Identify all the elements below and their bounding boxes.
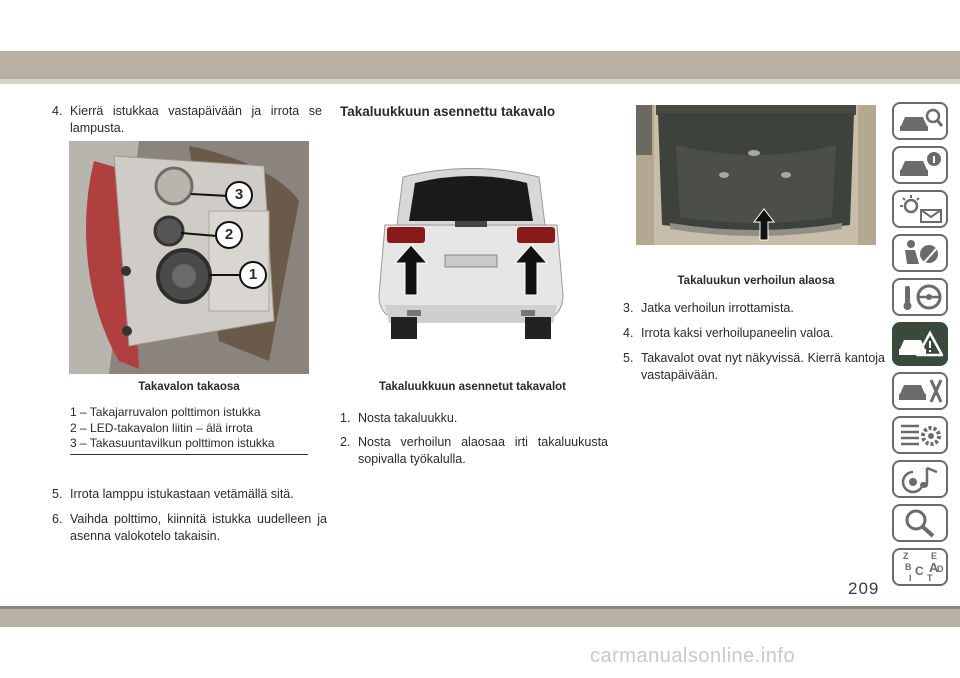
steering-key-icon (897, 282, 943, 312)
photo-legend (70, 405, 308, 452)
caption-trim-lower: Takaluukun verhoilun alaosa (677, 275, 835, 287)
section-heading: Takaluukkuun asennettu takavalo (340, 104, 556, 119)
bottom-band (0, 609, 960, 627)
tab-steering-key[interactable] (892, 278, 948, 316)
caption-taillight-back: Takavalon takaosa (138, 381, 240, 393)
tab-search[interactable] (892, 504, 948, 542)
tab-car-warning[interactable] (892, 322, 948, 366)
suv-rear-illustration (375, 155, 567, 345)
step-4-col1: 4. Kierrä istukkaa vastapäivään ja irrota se lampusta. (52, 104, 322, 135)
car-info-icon (897, 150, 943, 180)
step-2-col2: 2. Nosta verhoilun alaosaa irti takaluukusta sopivalla työkalulla. (340, 435, 608, 466)
callout-1: 1 (239, 261, 267, 289)
photo-tailgate-lights (375, 155, 567, 345)
car-warning-icon (897, 329, 943, 359)
legend-item-1: 1 – Takajarruvalon polttimon istukka (70, 405, 261, 419)
specifications-gear-icon (897, 420, 943, 450)
top-band (0, 51, 960, 79)
tab-multimedia[interactable] (892, 460, 948, 498)
step-5-col3: 5. Takavalot ovat nyt näkyvissä. Kierrä kantoja vastapäivään. (623, 351, 885, 382)
top-band-light (0, 79, 960, 84)
car-tools-icon (897, 376, 943, 406)
tab-alphabet-index[interactable] (892, 548, 948, 586)
multimedia-note-icon (897, 464, 943, 494)
photo-trim-lower (636, 105, 876, 245)
photo-taillight-back (69, 141, 309, 374)
tailgate-trim-illustration (636, 105, 876, 245)
caption-tailgate-lights: Takaluukkuun asennetut takavalot (378, 381, 567, 393)
callout-3: 3 (225, 181, 253, 209)
dashboard-lights-icon (897, 194, 943, 224)
tab-airbag-seat[interactable] (892, 234, 948, 272)
step-3-col3: 3. Jatka verhoilun irrottamista. (623, 301, 794, 315)
callout-2: 2 (215, 221, 243, 249)
page-number: 209 (848, 579, 880, 598)
tab-car-info[interactable] (892, 146, 948, 184)
car-search-icon (897, 106, 943, 136)
magnifier-icon (897, 508, 943, 538)
legend-divider (70, 454, 308, 455)
alphabet-index-icon: Z E B A C D I T (903, 551, 944, 583)
tab-dashboard-lights[interactable] (892, 190, 948, 228)
legend-item-3: 3 – Takasuuntavilkun polttimon istukka (70, 436, 275, 450)
airbag-seat-icon (897, 238, 943, 268)
step-4-col3: 4. Irrota kaksi verhoilupaneelin valoa. (623, 326, 834, 340)
tab-specifications[interactable] (892, 416, 948, 454)
step-1-col2: 1. Nosta takaluukku. (340, 411, 458, 425)
step-6-col1: 6. Vaihda polttimo, kiinnitä istukka uudelleen ja asenna valokotelo takaisin. (52, 512, 327, 543)
watermark: carmanualsonline.info (590, 645, 796, 667)
legend-item-2: 2 – LED-takavalon liitin – älä irrota (70, 420, 253, 435)
tab-car-tools[interactable] (892, 372, 948, 410)
step-5-col1: 5. Irrota lamppu istukastaan vetämällä sitä. (52, 487, 294, 501)
tab-car-search[interactable] (892, 102, 948, 140)
taillight-back-illustration (69, 141, 309, 374)
